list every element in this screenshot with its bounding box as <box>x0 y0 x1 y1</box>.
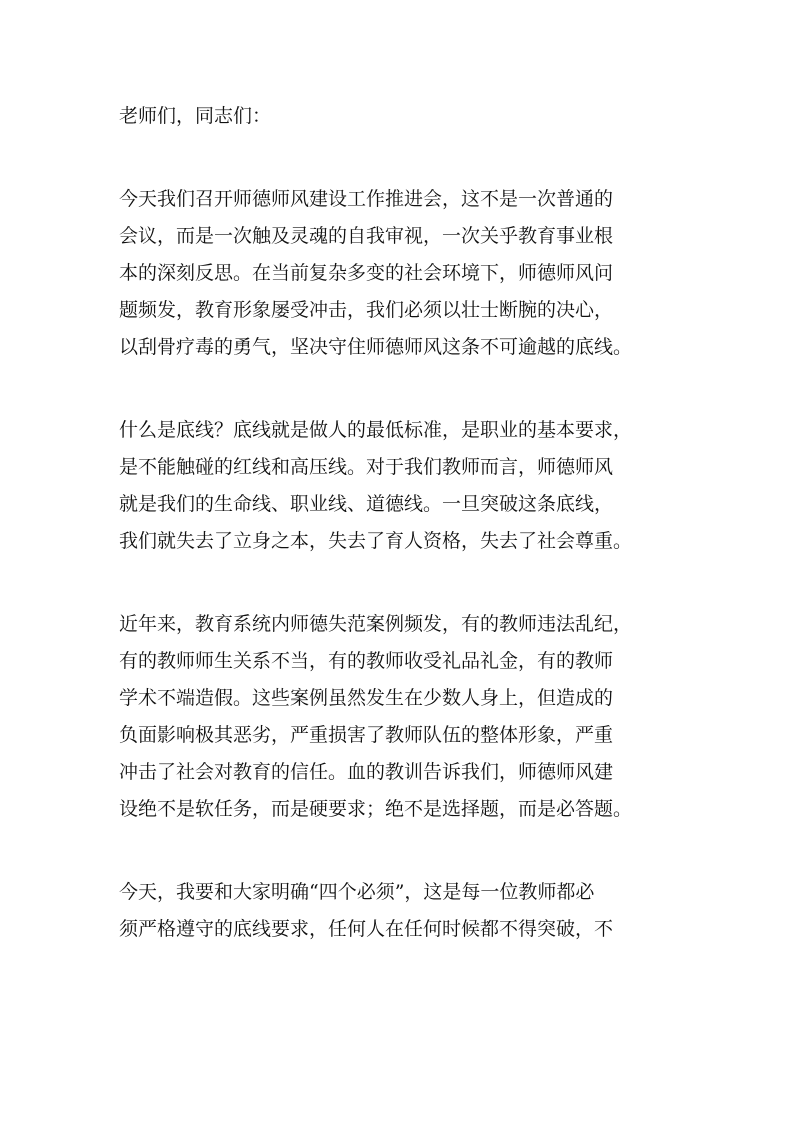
paragraph-gap <box>119 560 699 606</box>
paragraph-line: 题频发，教育形象屡受冲击，我们必须以壮士断腕的决心， <box>119 299 614 321</box>
paragraph-line: 负面影响极其恶劣，严重损害了教师队伍的整体形象，严重 <box>119 724 614 746</box>
paragraph-line: 有的教师师生关系不当，有的教师收受礼品礼金，有的教师 <box>119 650 614 672</box>
paragraph-line: 以刮骨疗毒的勇气，坚决守住师德师风这条不可逾越的底线。 <box>119 336 633 358</box>
paragraph-gap <box>119 366 699 412</box>
paragraph-line: 近年来，教育系统内师德失范案例频发，有的教师违法乱纪， <box>119 613 633 635</box>
speech-body <box>119 98 699 948</box>
paragraph-opening <box>119 181 699 366</box>
paragraph-line: 就是我们的生命线、职业线、道德线。一旦突破这条底线， <box>119 493 614 515</box>
paragraph-four-musts <box>119 874 699 948</box>
paragraph-line: 学术不端造假。这些案例虽然发生在少数人身上，但造成的 <box>119 687 614 709</box>
salutation: 老师们，同志们： <box>119 105 272 127</box>
paragraph-line: 今天，我要和大家明确“四个必须”，这是每一位教师都必 <box>119 881 595 903</box>
paragraph-bottom-line <box>119 412 699 560</box>
paragraph-gap <box>119 828 699 874</box>
paragraph-line: 本的深刻反思。在当前复杂多变的社会环境下，师德师风问 <box>119 262 614 284</box>
paragraph-gap <box>119 135 699 181</box>
paragraph-cases <box>119 606 699 828</box>
paragraph-line: 会议，而是一次触及灵魂的自我审视，一次关乎教育事业根 <box>119 225 614 247</box>
paragraph-line: 今天我们召开师德师风建设工作推进会，这不是一次普通的 <box>119 188 614 210</box>
paragraph-line: 冲击了社会对教育的信任。血的教训告诉我们，师德师风建 <box>119 761 614 783</box>
paragraph-line: 什么是底线？底线就是做人的最低标准，是职业的基本要求， <box>119 419 633 441</box>
paragraph-line: 是不能触碰的红线和高压线。对于我们教师而言，师德师风 <box>119 456 614 478</box>
paragraph-line: 我们就失去了立身之本，失去了育人资格，失去了社会尊重。 <box>119 530 633 552</box>
paragraph-line: 须严格遵守的底线要求，任何人在任何时候都不得突破，不 <box>119 918 614 940</box>
paragraph-line: 设绝不是软任务，而是硬要求；绝不是选择题，而是必答题。 <box>119 798 633 820</box>
